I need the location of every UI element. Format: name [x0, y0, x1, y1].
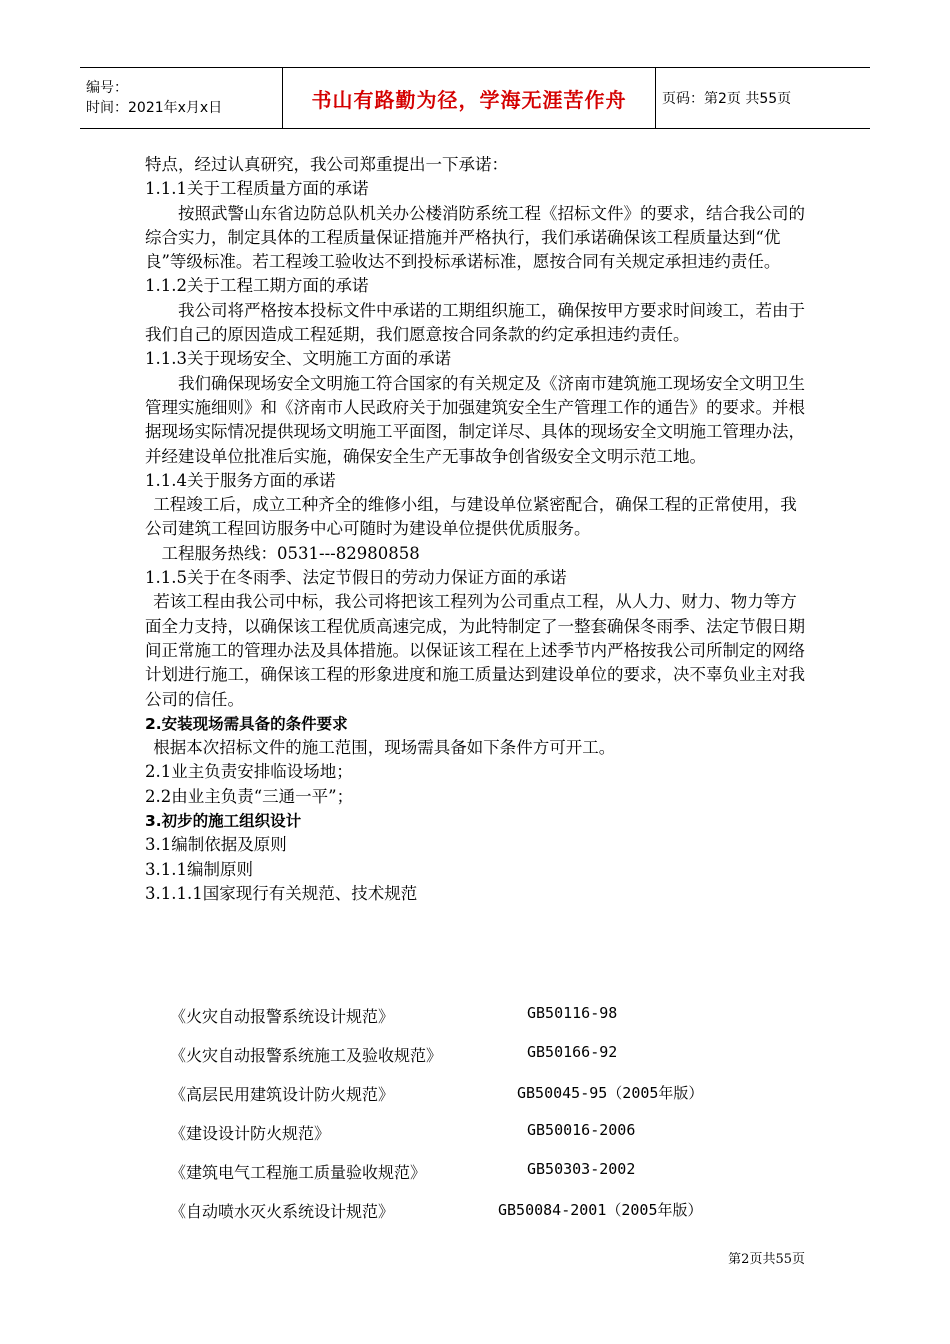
- section-heading-3-1: 3.1编制依据及原则: [145, 835, 287, 855]
- standard-name: 《建设设计防火规范》: [170, 1124, 331, 1143]
- section-heading-1-1-2: 1.1.2关于工程工期方面的承诺: [145, 276, 369, 296]
- paragraph-quality: 按照武警山东省边防总队机关办公楼消防系统工程《招标文件》的要求，结合我公司的综合实力，制定具体的工程质量保证措施并严格执行，我们承诺确保该工程质量达到“优良”等级标准。若工程竣工验收达不到投标承诺标准，愿按合同有关规定承担违约责任。: [145, 203, 805, 272]
- section-heading-1-1-3: 1.1.3关于现场安全、文明施工方面的承诺: [145, 349, 451, 369]
- item-2-1: 2.1业主负责安排临设场地；: [145, 762, 353, 782]
- document-body: [145, 153, 813, 906]
- standard-name: 《火灾自动报警系统施工及验收规范》: [170, 1046, 443, 1065]
- standard-name: 《建筑电气工程施工质量验收规范》: [170, 1163, 427, 1182]
- header-motto: 书山有路勤为径，学海无涯苦作舟: [283, 68, 656, 129]
- section-heading-1-1-5: 1.1.5关于在冬雨季、法定节假日的劳动力保证方面的承诺: [145, 568, 567, 588]
- standard-name: 《自动喷水灭火系统设计规范》: [170, 1202, 395, 1221]
- section-heading-2: 2.安装现场需具备的条件要求: [145, 714, 348, 733]
- page-header: [80, 67, 870, 129]
- service-hotline: 工程服务热线：0531---82980858: [161, 543, 420, 563]
- paragraph-labor-guarantee: 若该工程由我公司中标，我公司将把该工程列为公司重点工程，从人力、财力、物力等方面全力支持，以确保该工程优质高速完成，为此特制定了一整套确保冬雨季、法定节假日期间正常施工的管理办法及具体措施。以保证该工程在上述季节内严格按我公司所制定的网络计划进行施工，确保该工程的形象进度和施工质量达到建设单位的要求，决不辜负业主对我公司的信任。: [145, 592, 805, 709]
- paragraph-schedule: 我公司将严格按本投标文件中承诺的工期组织施工，确保按甲方要求时间竣工，若由于我们自己的原因造成工程延期，我们愿意按合同条款的约定承担违约责任。: [145, 300, 805, 345]
- standard-code: GB50116-98: [527, 1004, 618, 1022]
- page-footer: 第2页共55页: [728, 1252, 805, 1267]
- standard-name: 《火灾自动报警系统设计规范》: [170, 1007, 395, 1026]
- header-meta: [80, 68, 283, 129]
- paragraph-intro: 特点，经过认真研究，我公司郑重提出一下承诺：: [145, 155, 508, 174]
- standard-code: GB50045-95（2005年版）: [517, 1084, 704, 1102]
- document-number-label: 编号：: [86, 80, 128, 96]
- header-page-number: 页码：第2页 共55页: [656, 68, 871, 129]
- standard-name: 《高层民用建筑设计防火规范》: [170, 1085, 395, 1104]
- paragraph-safety: 我们确保现场安全文明施工符合国家的有关规定及《济南市建筑施工现场安全文明卫生管理实施细则》和《济南市人民政府关于加强建筑安全生产管理工作的通告》的要求。并根据现场实际情况提供现场文明施工平面图，制定详尽、具体的现场安全文明施工管理办法，并经建设单位批准后实施，确保安全生产无事故争创省级安全文明示范工地。: [145, 373, 805, 466]
- section-heading-1-1-4: 1.1.4关于服务方面的承诺: [145, 470, 336, 490]
- section-heading-3: 3.初步的施工组织设计: [145, 812, 302, 831]
- paragraph-service: 工程竣工后，成立工种齐全的维修小组，与建设单位紧密配合，确保工程的正常使用，我公司建筑工程回访服务中心可随时为建设单位提供优质服务。: [145, 495, 797, 539]
- section-heading-1-1-1: 1.1.1关于工程质量方面的承诺: [145, 179, 369, 199]
- standard-code: GB50166-92: [527, 1043, 618, 1061]
- section-heading-3-1-1-1: 3.1.1.1国家现行有关规范、技术规范: [145, 883, 418, 903]
- paragraph-site-conditions: 根据本次招标文件的施工范围，现场需具备如下条件方可开工。: [153, 738, 616, 758]
- standard-code: GB50303-2002: [527, 1160, 636, 1178]
- item-2-2: 2.2由业主负责“三通一平”；: [145, 786, 354, 806]
- standard-code: GB50016-2006: [527, 1121, 636, 1139]
- standard-code: GB50084-2001（2005年版）: [498, 1201, 703, 1219]
- document-time-label: 时间：2021年x月x日: [86, 100, 223, 116]
- section-heading-3-1-1: 3.1.1编制原则: [145, 859, 253, 879]
